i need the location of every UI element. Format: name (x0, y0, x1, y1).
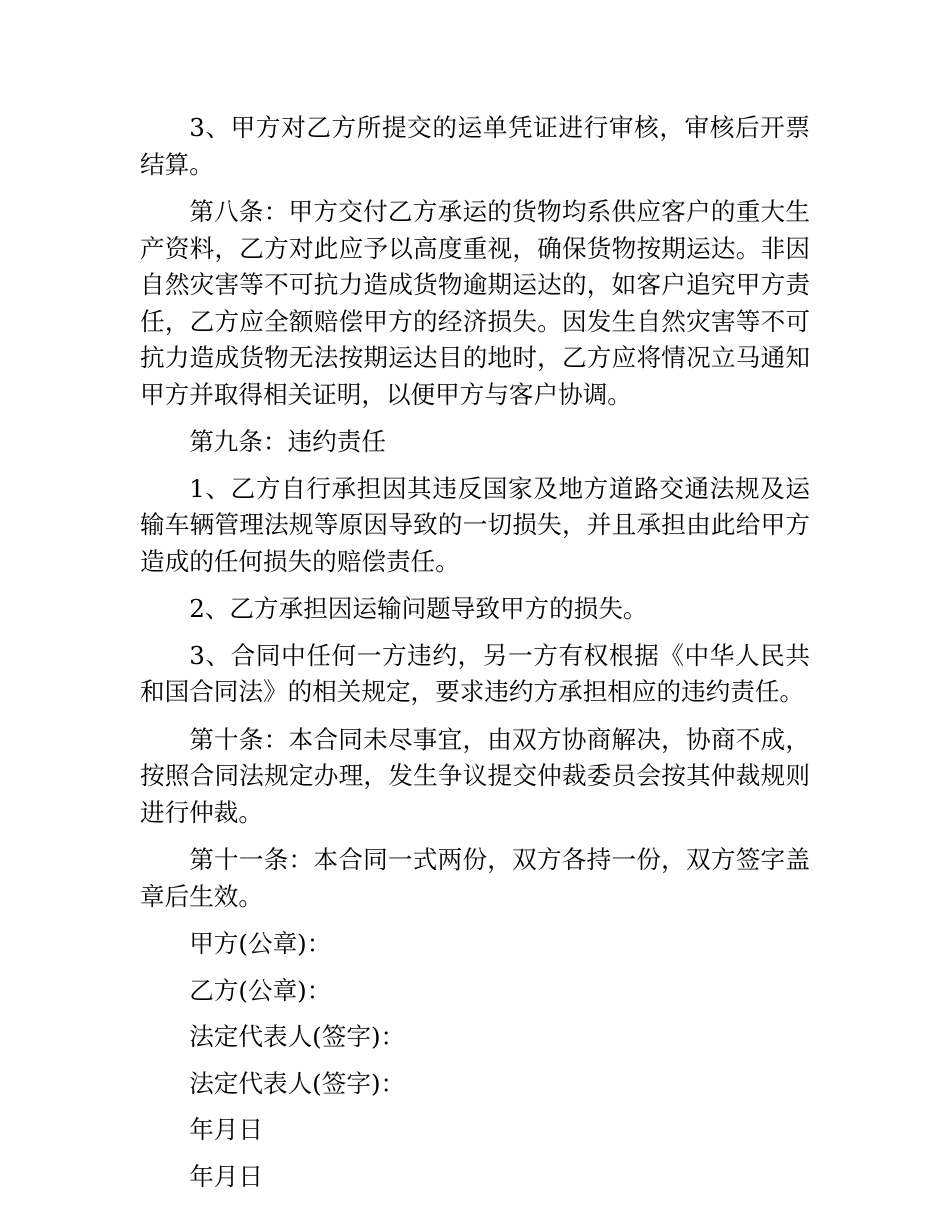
party-b-date: 年月日 (189, 1161, 263, 1191)
document-body (140, 110, 810, 1205)
clause-7-item-3: 3、甲方对乙方所提交的运单凭证进行审核，审核后开票结算。 (140, 113, 810, 179)
party-a-representative-signature: 法定代表人(签字)： (189, 1022, 406, 1051)
clause-9-heading: 第九条：违约责任 (189, 427, 386, 456)
clause-9-item-2: 2、乙方承担因运输问题导致甲方的损失。 (189, 594, 648, 623)
clause-8: 第八条：甲方交付乙方承运的货物均系供应客户的重大生产资料，乙方对此应予以高度重视，确保货物按期运达。非因自然灾害等不可抗力造成货物逾期运达的，如客户追究甲方责任，乙方应全额赔偿甲方的经济损失。因发生自然灾害等不可抗力造成货物无法按期运达目的地时，乙方应将情况立马通知甲方并取得相关证明，以便甲方与客户协调。 (140, 197, 810, 409)
clause-11: 第十一条：本合同一式两份，双方各持一份，双方签字盖章后生效。 (140, 845, 810, 911)
party-b-representative-signature: 法定代表人(签字)： (189, 1068, 406, 1098)
party-a-seal: 甲方(公章)： (189, 929, 332, 958)
clause-9-item-3: 3、合同中任何一方违约，另一方有权根据《中华人民共和国合同法》的相关规定，要求违约方承担相应的违约责任。 (140, 640, 810, 706)
party-a-date: 年月日 (189, 1115, 263, 1144)
clause-10: 第十条：本合同未尽事宜，由双方协商解决，协商不成，按照合同法规定办理，发生争议提交仲裁委员会按其仲裁规则进行仲裁。 (140, 724, 810, 827)
clause-9-item-1: 1、乙方自行承担因其违反国家及地方道路交通法规及运输车辆管理法规等原因导致的一切损失，并且承担由此给甲方造成的任何损失的赔偿责任。 (140, 473, 810, 576)
party-b-seal: 乙方(公章)： (189, 975, 332, 1005)
